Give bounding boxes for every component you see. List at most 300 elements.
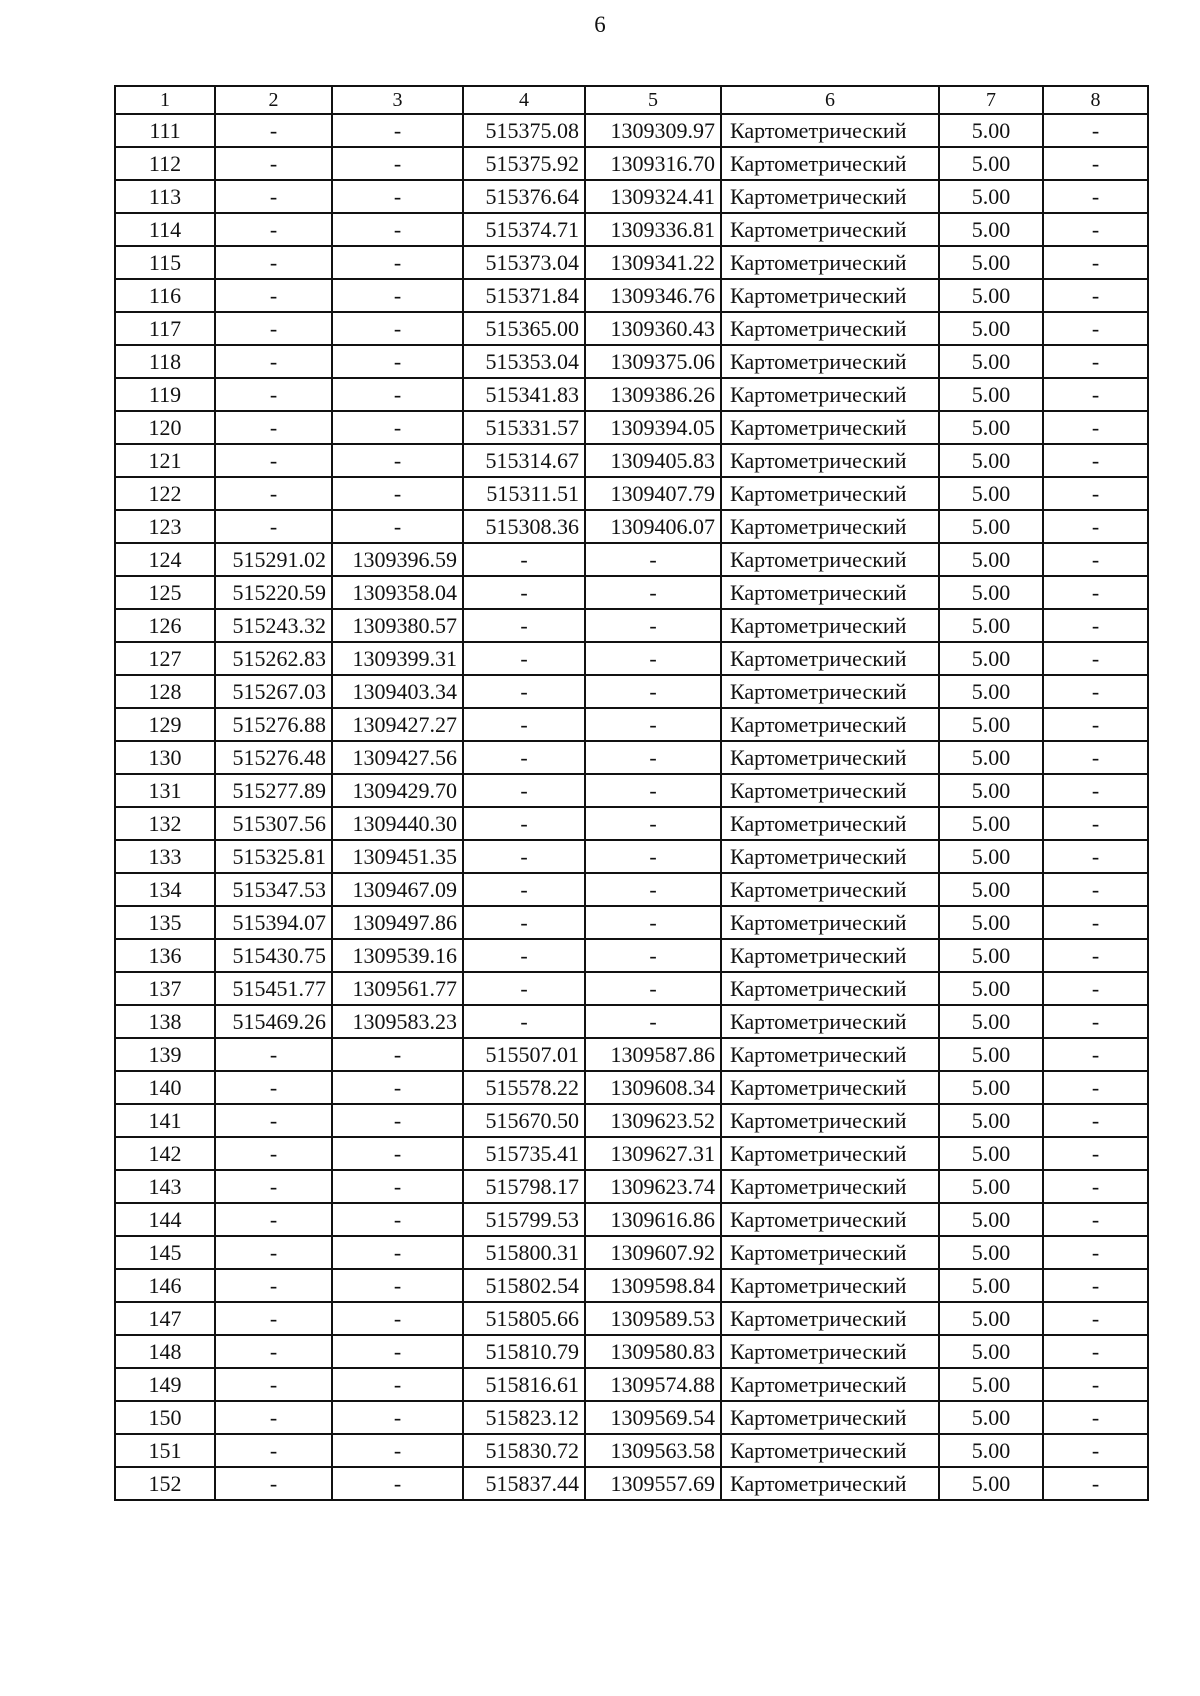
new-x-cell: 515816.61 xyxy=(463,1368,585,1401)
accuracy-cell: 5.00 xyxy=(939,1203,1043,1236)
accuracy-cell: 5.00 xyxy=(939,675,1043,708)
new-y-cell: 1309386.26 xyxy=(585,378,721,411)
new-x-cell: 515798.17 xyxy=(463,1170,585,1203)
old-x-cell: - xyxy=(215,279,332,312)
description-cell: - xyxy=(1043,840,1148,873)
table-row xyxy=(115,1401,1148,1434)
description-cell: - xyxy=(1043,1005,1148,1038)
new-x-cell: - xyxy=(463,972,585,1005)
method-cell: Картометрический xyxy=(721,1335,939,1368)
accuracy-cell: 5.00 xyxy=(939,444,1043,477)
page-number: 6 xyxy=(594,12,606,37)
table-row xyxy=(115,1434,1148,1467)
method-cell: Картометрический xyxy=(721,708,939,741)
accuracy-cell: 5.00 xyxy=(939,411,1043,444)
new-y-cell: 1309406.07 xyxy=(585,510,721,543)
accuracy-cell: 5.00 xyxy=(939,180,1043,213)
new-x-cell: 515331.57 xyxy=(463,411,585,444)
method-cell: Картометрический xyxy=(721,576,939,609)
new-x-cell: 515823.12 xyxy=(463,1401,585,1434)
point-number-cell: 143 xyxy=(115,1170,215,1203)
new-x-cell: 515376.64 xyxy=(463,180,585,213)
point-number-cell: 113 xyxy=(115,180,215,213)
accuracy-cell: 5.00 xyxy=(939,378,1043,411)
description-cell: - xyxy=(1043,1038,1148,1071)
description-cell: - xyxy=(1043,1302,1148,1335)
point-number-cell: 135 xyxy=(115,906,215,939)
table-row xyxy=(115,213,1148,246)
accuracy-cell: 5.00 xyxy=(939,708,1043,741)
table-row xyxy=(115,642,1148,675)
old-y-cell: - xyxy=(332,1203,463,1236)
point-number-cell: 152 xyxy=(115,1467,215,1500)
new-y-cell: - xyxy=(585,675,721,708)
new-x-cell: 515507.01 xyxy=(463,1038,585,1071)
old-x-cell: 515276.48 xyxy=(215,741,332,774)
description-cell: - xyxy=(1043,1368,1148,1401)
method-cell: Картометрический xyxy=(721,741,939,774)
table-row xyxy=(115,1038,1148,1071)
description-cell: - xyxy=(1043,312,1148,345)
accuracy-cell: 5.00 xyxy=(939,1401,1043,1434)
description-cell: - xyxy=(1043,213,1148,246)
table-row xyxy=(115,1302,1148,1335)
description-cell: - xyxy=(1043,180,1148,213)
method-cell: Картометрический xyxy=(721,312,939,345)
point-number-cell: 151 xyxy=(115,1434,215,1467)
point-number-cell: 141 xyxy=(115,1104,215,1137)
table-row xyxy=(115,906,1148,939)
method-cell: Картометрический xyxy=(721,444,939,477)
description-cell: - xyxy=(1043,807,1148,840)
old-x-cell: - xyxy=(215,1236,332,1269)
description-cell: - xyxy=(1043,345,1148,378)
table-row xyxy=(115,1368,1148,1401)
new-y-cell: 1309360.43 xyxy=(585,312,721,345)
method-cell: Картометрический xyxy=(721,1104,939,1137)
new-y-cell: 1309341.22 xyxy=(585,246,721,279)
point-number-cell: 133 xyxy=(115,840,215,873)
table-row xyxy=(115,411,1148,444)
description-cell: - xyxy=(1043,1071,1148,1104)
table-row xyxy=(115,675,1148,708)
method-cell: Картометрический xyxy=(721,477,939,510)
old-y-cell: - xyxy=(332,147,463,180)
new-y-cell: 1309563.58 xyxy=(585,1434,721,1467)
old-y-cell: - xyxy=(332,378,463,411)
table-row xyxy=(115,345,1148,378)
table-row xyxy=(115,708,1148,741)
accuracy-cell: 5.00 xyxy=(939,1038,1043,1071)
description-cell: - xyxy=(1043,1335,1148,1368)
old-x-cell: - xyxy=(215,444,332,477)
description-cell: - xyxy=(1043,642,1148,675)
new-y-cell: - xyxy=(585,642,721,675)
new-y-cell: - xyxy=(585,708,721,741)
table-row xyxy=(115,939,1148,972)
new-y-cell: - xyxy=(585,972,721,1005)
point-number-cell: 134 xyxy=(115,873,215,906)
point-number-cell: 150 xyxy=(115,1401,215,1434)
old-x-cell: - xyxy=(215,1104,332,1137)
new-y-cell: - xyxy=(585,543,721,576)
new-x-cell: 515353.04 xyxy=(463,345,585,378)
table-row xyxy=(115,1269,1148,1302)
description-cell: - xyxy=(1043,477,1148,510)
old-y-cell: - xyxy=(332,114,463,147)
point-number-cell: 121 xyxy=(115,444,215,477)
old-y-cell: - xyxy=(332,213,463,246)
new-x-cell: - xyxy=(463,741,585,774)
method-cell: Картометрический xyxy=(721,1236,939,1269)
description-cell: - xyxy=(1043,939,1148,972)
new-x-cell: - xyxy=(463,939,585,972)
point-number-cell: 117 xyxy=(115,312,215,345)
old-y-cell: - xyxy=(332,1368,463,1401)
old-y-cell: 1309451.35 xyxy=(332,840,463,873)
old-x-cell: - xyxy=(215,1335,332,1368)
new-x-cell: - xyxy=(463,675,585,708)
point-number-cell: 138 xyxy=(115,1005,215,1038)
old-y-cell: - xyxy=(332,510,463,543)
old-x-cell: 515243.32 xyxy=(215,609,332,642)
old-y-cell: - xyxy=(332,1038,463,1071)
point-number-cell: 122 xyxy=(115,477,215,510)
method-cell: Картометрический xyxy=(721,543,939,576)
old-x-cell: - xyxy=(215,345,332,378)
new-y-cell: 1309375.06 xyxy=(585,345,721,378)
description-cell: - xyxy=(1043,1401,1148,1434)
method-cell: Картометрический xyxy=(721,1203,939,1236)
new-x-cell: 515810.79 xyxy=(463,1335,585,1368)
accuracy-cell: 5.00 xyxy=(939,642,1043,675)
description-cell: - xyxy=(1043,1434,1148,1467)
method-cell: Картометрический xyxy=(721,1368,939,1401)
old-y-cell: - xyxy=(332,246,463,279)
description-cell: - xyxy=(1043,675,1148,708)
column-header: 3 xyxy=(332,86,463,114)
old-x-cell: 515451.77 xyxy=(215,972,332,1005)
old-x-cell: - xyxy=(215,1170,332,1203)
old-y-cell: - xyxy=(332,279,463,312)
method-cell: Картометрический xyxy=(721,972,939,1005)
accuracy-cell: 5.00 xyxy=(939,1170,1043,1203)
description-cell: - xyxy=(1043,741,1148,774)
point-number-cell: 115 xyxy=(115,246,215,279)
method-cell: Картометрический xyxy=(721,1170,939,1203)
old-x-cell: - xyxy=(215,477,332,510)
new-y-cell: 1309589.53 xyxy=(585,1302,721,1335)
accuracy-cell: 5.00 xyxy=(939,1005,1043,1038)
table-row xyxy=(115,873,1148,906)
old-y-cell: - xyxy=(332,1269,463,1302)
new-x-cell: - xyxy=(463,873,585,906)
table-row xyxy=(115,279,1148,312)
new-x-cell: 515837.44 xyxy=(463,1467,585,1500)
accuracy-cell: 5.00 xyxy=(939,741,1043,774)
accuracy-cell: 5.00 xyxy=(939,1467,1043,1500)
accuracy-cell: 5.00 xyxy=(939,1137,1043,1170)
old-y-cell: - xyxy=(332,411,463,444)
table-row xyxy=(115,576,1148,609)
accuracy-cell: 5.00 xyxy=(939,576,1043,609)
new-x-cell: 515375.92 xyxy=(463,147,585,180)
point-number-cell: 120 xyxy=(115,411,215,444)
table-row xyxy=(115,510,1148,543)
old-x-cell: - xyxy=(215,1203,332,1236)
description-cell: - xyxy=(1043,774,1148,807)
old-y-cell: 1309561.77 xyxy=(332,972,463,1005)
old-y-cell: - xyxy=(332,1170,463,1203)
method-cell: Картометрический xyxy=(721,939,939,972)
old-x-cell: 515347.53 xyxy=(215,873,332,906)
description-cell: - xyxy=(1043,411,1148,444)
accuracy-cell: 5.00 xyxy=(939,1434,1043,1467)
old-x-cell: - xyxy=(215,114,332,147)
point-number-cell: 130 xyxy=(115,741,215,774)
method-cell: Картометрический xyxy=(721,774,939,807)
column-header: 2 xyxy=(215,86,332,114)
table-header xyxy=(115,86,1148,114)
description-cell: - xyxy=(1043,972,1148,1005)
old-x-cell: - xyxy=(215,1434,332,1467)
point-number-cell: 131 xyxy=(115,774,215,807)
old-y-cell: 1309358.04 xyxy=(332,576,463,609)
point-number-cell: 149 xyxy=(115,1368,215,1401)
column-header: 1 xyxy=(115,86,215,114)
old-x-cell: 515430.75 xyxy=(215,939,332,972)
old-x-cell: - xyxy=(215,378,332,411)
new-x-cell: - xyxy=(463,642,585,675)
old-y-cell: - xyxy=(332,1236,463,1269)
method-cell: Картометрический xyxy=(721,378,939,411)
accuracy-cell: 5.00 xyxy=(939,213,1043,246)
point-number-cell: 114 xyxy=(115,213,215,246)
old-y-cell: - xyxy=(332,1137,463,1170)
new-y-cell: - xyxy=(585,906,721,939)
method-cell: Картометрический xyxy=(721,345,939,378)
accuracy-cell: 5.00 xyxy=(939,609,1043,642)
table-row xyxy=(115,774,1148,807)
header-row xyxy=(115,86,1148,114)
point-number-cell: 148 xyxy=(115,1335,215,1368)
method-cell: Картометрический xyxy=(721,114,939,147)
method-cell: Картометрический xyxy=(721,906,939,939)
accuracy-cell: 5.00 xyxy=(939,1368,1043,1401)
description-cell: - xyxy=(1043,279,1148,312)
column-header: 6 xyxy=(721,86,939,114)
description-cell: - xyxy=(1043,1170,1148,1203)
new-y-cell: 1309623.74 xyxy=(585,1170,721,1203)
point-number-cell: 125 xyxy=(115,576,215,609)
new-y-cell: 1309574.88 xyxy=(585,1368,721,1401)
table-row xyxy=(115,477,1148,510)
old-x-cell: - xyxy=(215,510,332,543)
old-x-cell: - xyxy=(215,1368,332,1401)
table-body xyxy=(115,114,1148,1500)
point-number-cell: 145 xyxy=(115,1236,215,1269)
old-x-cell: - xyxy=(215,180,332,213)
new-y-cell: 1309405.83 xyxy=(585,444,721,477)
table-row xyxy=(115,444,1148,477)
point-number-cell: 112 xyxy=(115,147,215,180)
description-cell: - xyxy=(1043,378,1148,411)
new-x-cell: 515670.50 xyxy=(463,1104,585,1137)
new-x-cell: - xyxy=(463,840,585,873)
method-cell: Картометрический xyxy=(721,675,939,708)
table-row xyxy=(115,246,1148,279)
old-y-cell: 1309380.57 xyxy=(332,609,463,642)
method-cell: Картометрический xyxy=(721,642,939,675)
method-cell: Картометрический xyxy=(721,1269,939,1302)
old-x-cell: 515220.59 xyxy=(215,576,332,609)
description-cell: - xyxy=(1043,246,1148,279)
accuracy-cell: 5.00 xyxy=(939,807,1043,840)
accuracy-cell: 5.00 xyxy=(939,114,1043,147)
description-cell: - xyxy=(1043,1269,1148,1302)
new-x-cell: 515311.51 xyxy=(463,477,585,510)
new-y-cell: - xyxy=(585,840,721,873)
new-y-cell: 1309557.69 xyxy=(585,1467,721,1500)
new-x-cell: 515341.83 xyxy=(463,378,585,411)
table-row xyxy=(115,1137,1148,1170)
new-y-cell: - xyxy=(585,774,721,807)
old-y-cell: 1309427.27 xyxy=(332,708,463,741)
point-number-cell: 126 xyxy=(115,609,215,642)
method-cell: Картометрический xyxy=(721,1038,939,1071)
new-x-cell: - xyxy=(463,774,585,807)
new-y-cell: - xyxy=(585,741,721,774)
new-x-cell: - xyxy=(463,708,585,741)
table-row xyxy=(115,312,1148,345)
new-x-cell: 515830.72 xyxy=(463,1434,585,1467)
accuracy-cell: 5.00 xyxy=(939,906,1043,939)
new-x-cell: - xyxy=(463,609,585,642)
old-x-cell: 515325.81 xyxy=(215,840,332,873)
new-y-cell: 1309309.97 xyxy=(585,114,721,147)
new-x-cell: - xyxy=(463,543,585,576)
new-y-cell: 1309608.34 xyxy=(585,1071,721,1104)
new-y-cell: - xyxy=(585,576,721,609)
new-x-cell: 515799.53 xyxy=(463,1203,585,1236)
new-x-cell: - xyxy=(463,1005,585,1038)
accuracy-cell: 5.00 xyxy=(939,1302,1043,1335)
method-cell: Картометрический xyxy=(721,840,939,873)
point-number-cell: 116 xyxy=(115,279,215,312)
old-x-cell: 515291.02 xyxy=(215,543,332,576)
point-number-cell: 119 xyxy=(115,378,215,411)
old-y-cell: - xyxy=(332,1335,463,1368)
new-x-cell: 515371.84 xyxy=(463,279,585,312)
new-x-cell: 515373.04 xyxy=(463,246,585,279)
old-x-cell: - xyxy=(215,411,332,444)
old-x-cell: - xyxy=(215,1302,332,1335)
accuracy-cell: 5.00 xyxy=(939,477,1043,510)
old-y-cell: - xyxy=(332,477,463,510)
old-y-cell: - xyxy=(332,1401,463,1434)
new-y-cell: - xyxy=(585,1005,721,1038)
table-row xyxy=(115,1170,1148,1203)
new-y-cell: - xyxy=(585,873,721,906)
old-x-cell: 515307.56 xyxy=(215,807,332,840)
old-x-cell: 515262.83 xyxy=(215,642,332,675)
accuracy-cell: 5.00 xyxy=(939,1236,1043,1269)
point-number-cell: 142 xyxy=(115,1137,215,1170)
new-y-cell: 1309587.86 xyxy=(585,1038,721,1071)
old-y-cell: 1309539.16 xyxy=(332,939,463,972)
point-number-cell: 111 xyxy=(115,114,215,147)
description-cell: - xyxy=(1043,576,1148,609)
old-y-cell: - xyxy=(332,1467,463,1500)
old-y-cell: - xyxy=(332,1434,463,1467)
old-x-cell: - xyxy=(215,1038,332,1071)
table-row xyxy=(115,1071,1148,1104)
new-x-cell: 515802.54 xyxy=(463,1269,585,1302)
new-x-cell: - xyxy=(463,807,585,840)
table-row xyxy=(115,378,1148,411)
accuracy-cell: 5.00 xyxy=(939,543,1043,576)
description-cell: - xyxy=(1043,1467,1148,1500)
accuracy-cell: 5.00 xyxy=(939,345,1043,378)
old-y-cell: 1309497.86 xyxy=(332,906,463,939)
new-y-cell: 1309316.70 xyxy=(585,147,721,180)
new-x-cell: 515308.36 xyxy=(463,510,585,543)
old-x-cell: - xyxy=(215,1401,332,1434)
table-row xyxy=(115,147,1148,180)
accuracy-cell: 5.00 xyxy=(939,246,1043,279)
table-row xyxy=(115,609,1148,642)
description-cell: - xyxy=(1043,873,1148,906)
column-header: 8 xyxy=(1043,86,1148,114)
method-cell: Картометрический xyxy=(721,1137,939,1170)
method-cell: Картометрический xyxy=(721,411,939,444)
accuracy-cell: 5.00 xyxy=(939,1335,1043,1368)
old-x-cell: - xyxy=(215,213,332,246)
table-row xyxy=(115,114,1148,147)
table-row xyxy=(115,1236,1148,1269)
accuracy-cell: 5.00 xyxy=(939,774,1043,807)
table-row xyxy=(115,1104,1148,1137)
new-y-cell: 1309569.54 xyxy=(585,1401,721,1434)
point-number-cell: 127 xyxy=(115,642,215,675)
new-x-cell: 515800.31 xyxy=(463,1236,585,1269)
new-y-cell: 1309407.79 xyxy=(585,477,721,510)
description-cell: - xyxy=(1043,444,1148,477)
accuracy-cell: 5.00 xyxy=(939,312,1043,345)
accuracy-cell: 5.00 xyxy=(939,873,1043,906)
accuracy-cell: 5.00 xyxy=(939,510,1043,543)
old-y-cell: - xyxy=(332,312,463,345)
point-number-cell: 140 xyxy=(115,1071,215,1104)
point-number-cell: 146 xyxy=(115,1269,215,1302)
description-cell: - xyxy=(1043,543,1148,576)
method-cell: Картометрический xyxy=(721,1401,939,1434)
description-cell: - xyxy=(1043,147,1148,180)
old-y-cell: 1309583.23 xyxy=(332,1005,463,1038)
method-cell: Картометрический xyxy=(721,1434,939,1467)
point-number-cell: 129 xyxy=(115,708,215,741)
accuracy-cell: 5.00 xyxy=(939,279,1043,312)
table-row xyxy=(115,1467,1148,1500)
method-cell: Картометрический xyxy=(721,279,939,312)
accuracy-cell: 5.00 xyxy=(939,1269,1043,1302)
old-y-cell: 1309396.59 xyxy=(332,543,463,576)
table-row xyxy=(115,543,1148,576)
table-row xyxy=(115,741,1148,774)
description-cell: - xyxy=(1043,1104,1148,1137)
description-cell: - xyxy=(1043,1203,1148,1236)
old-x-cell: 515276.88 xyxy=(215,708,332,741)
